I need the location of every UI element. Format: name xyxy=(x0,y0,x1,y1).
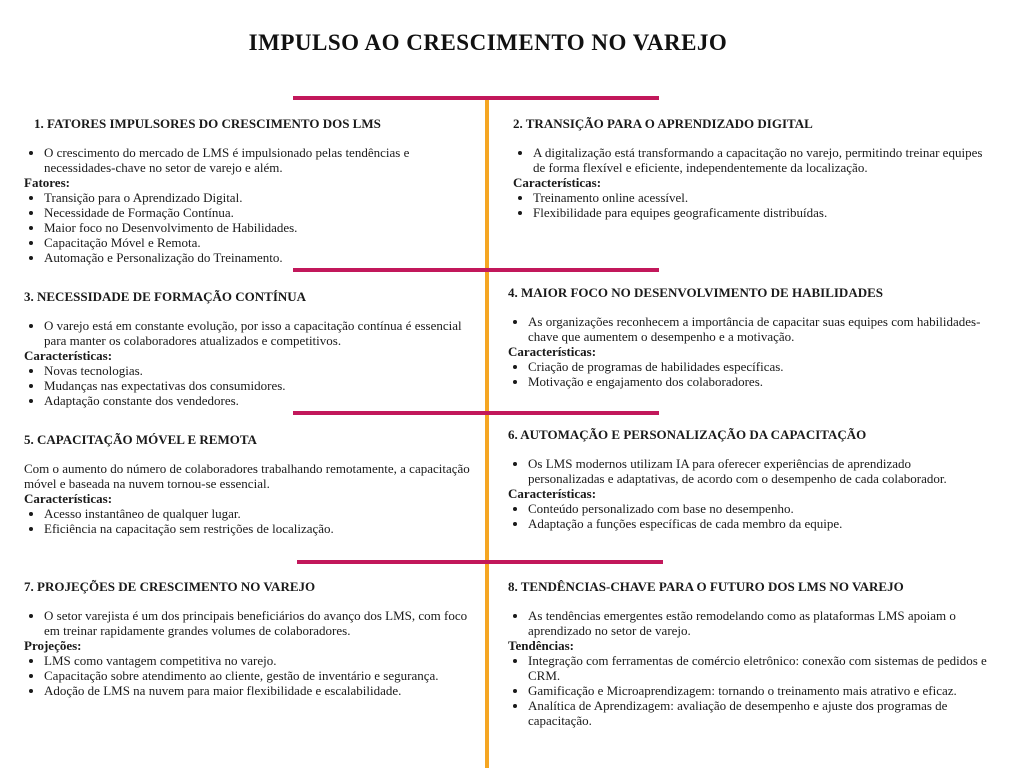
section-heading: 7. PROJEÇÕES DE CRESCIMENTO NO VAREJO xyxy=(24,579,316,594)
list-item: • Acesso instantâneo de qualquer lugar. xyxy=(44,506,474,521)
section-4 xyxy=(508,285,988,389)
section-3 xyxy=(24,289,474,408)
page-title: IMPULSO AO CRESCIMENTO NO VAREJO xyxy=(248,30,728,55)
section-label: Fatores: xyxy=(24,175,70,190)
section-2 xyxy=(513,116,993,220)
section-8 xyxy=(508,579,998,728)
list-item: • Motivação e engajamento dos colaboradores. xyxy=(528,374,988,389)
list-item: • Flexibilidade para equipes geograficamente distribuídas. xyxy=(533,205,993,220)
horizontal-divider-4 xyxy=(297,560,663,564)
section-heading: 6. AUTOMAÇÃO E PERSONALIZAÇÃO DA CAPACITAÇÃO xyxy=(508,427,867,442)
vertical-divider xyxy=(485,98,489,768)
section-label: Características: xyxy=(508,486,597,501)
list-item: • Novas tecnologias. xyxy=(44,363,474,378)
section-intro: • Os LMS modernos utilizam IA para oferecer experiências de aprendizado personalizadas e adaptativas, de acordo com o desempenho de cada colaborador. xyxy=(528,456,988,486)
list-item: • Analítica de Aprendizagem: avaliação de desempenho e ajuste dos programas de capacitação. xyxy=(528,698,998,728)
list-item: • Adoção de LMS na nuvem para maior flexibilidade e escalabilidade. xyxy=(44,683,474,698)
section-intro: • O setor varejista é um dos principais beneficiários do avanço dos LMS, com foco em treinar rapidamente grandes volumes de colaboradores. xyxy=(44,608,474,638)
section-intro: • O crescimento do mercado de LMS é impulsionado pelas tendências e necessidades-chave no setor de varejo e além. xyxy=(44,145,474,175)
list-item: • Eficiência na capacitação sem restrições de localização. xyxy=(44,521,474,536)
section-intro: • As tendências emergentes estão remodelando como as plataformas LMS apoiam o aprendizado no setor de varejo. xyxy=(528,608,998,638)
list-item: • Gamificação e Microaprendizagem: tornando o treinamento mais atrativo e eficaz. xyxy=(528,683,998,698)
horizontal-divider-2 xyxy=(293,268,659,272)
list-item: • Adaptação a funções específicas de cada membro da equipe. xyxy=(528,516,988,531)
section-label: Características: xyxy=(508,344,597,359)
section-intro: Com o aumento do número de colaboradores trabalhando remotamente, a capacitação móvel e baseada na nuvem tornou-se essencial. xyxy=(24,461,470,491)
section-6 xyxy=(508,427,988,531)
horizontal-divider-1 xyxy=(293,96,659,100)
section-intro: • A digitalização está transformando a capacitação no varejo, permitindo treinar equipes de forma flexível e eficiente, independentemente da localização. xyxy=(533,145,993,175)
list-item: • LMS como vantagem competitiva no varejo. xyxy=(44,653,474,668)
horizontal-divider-3 xyxy=(293,411,659,415)
section-label: Características: xyxy=(24,491,113,506)
list-item: • Transição para o Aprendizado Digital. xyxy=(44,190,474,205)
section-heading: 3. NECESSIDADE DE FORMAÇÃO CONTÍNUA xyxy=(24,289,307,304)
section-intro: • O varejo está em constante evolução, por isso a capacitação contínua é essencial para manter os colaboradores atualizados e competitivos. xyxy=(44,318,474,348)
section-1 xyxy=(24,116,474,265)
section-label: Projeções: xyxy=(24,638,82,653)
list-item: • Maior foco no Desenvolvimento de Habilidades. xyxy=(44,220,474,235)
list-item: • Automação e Personalização do Treinamento. xyxy=(44,250,474,265)
section-label: Tendências: xyxy=(508,638,574,653)
list-item: • Capacitação Móvel e Remota. xyxy=(44,235,474,250)
list-item: • Necessidade de Formação Contínua. xyxy=(44,205,474,220)
list-item: • Conteúdo personalizado com base no desempenho. xyxy=(528,501,988,516)
section-5 xyxy=(24,432,474,536)
section-heading: 8. TENDÊNCIAS-CHAVE PARA O FUTURO DOS LMS NO VAREJO xyxy=(508,579,904,594)
list-item: • Mudanças nas expectativas dos consumidores. xyxy=(44,378,474,393)
section-heading: 2. TRANSIÇÃO PARA O APRENDIZADO DIGITAL xyxy=(513,116,813,131)
list-item: • Integração com ferramentas de comércio eletrônico: conexão com sistemas de pedidos e CRM. xyxy=(528,653,998,683)
list-item: • Treinamento online acessível. xyxy=(533,190,993,205)
section-label: Características: xyxy=(24,348,113,363)
section-7 xyxy=(24,579,474,698)
section-heading: 1. FATORES IMPULSORES DO CRESCIMENTO DOS LMS xyxy=(34,116,381,131)
section-heading: 5. CAPACITAÇÃO MÓVEL E REMOTA xyxy=(24,432,257,447)
section-intro: • As organizações reconhecem a importância de capacitar suas equipes com habilidades-chave que aumentem o desempenho e a motivação. xyxy=(528,314,988,344)
list-item: • Capacitação sobre atendimento ao cliente, gestão de inventário e segurança. xyxy=(44,668,474,683)
list-item: • Adaptação constante dos vendedores. xyxy=(44,393,474,408)
list-item: • Criação de programas de habilidades específicas. xyxy=(528,359,988,374)
section-label: Características: xyxy=(513,175,602,190)
section-heading: 4. MAIOR FOCO NO DESENVOLVIMENTO DE HABILIDADES xyxy=(508,285,883,300)
